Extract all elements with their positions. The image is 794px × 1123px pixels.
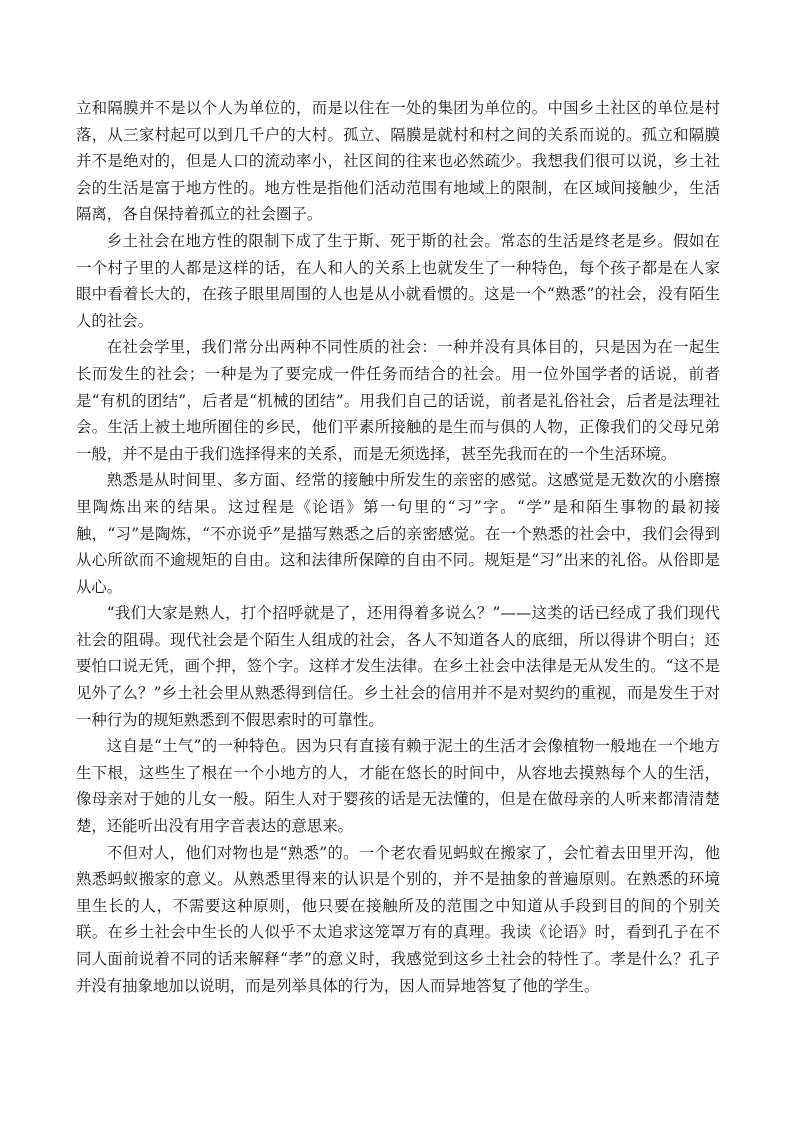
paragraph-1: 立和隔膜并不是以个人为单位的，而是以住在一处的集团为单位的。中国乡土社区的单位是村落，从三家村起可以到几千户的大村。孤立、隔膜是就村和村之间的关系而说的。孤立和隔膜并不是绝对的，但是人口的流动率小，社区间的往来也必然疏少。我想我们很可以说，乡土社会的生活是富于地方性的。地方性是指他们活动范围有地域上的限制，在区域间接触少，生活隔离，各自保持着孤立的社会圈子。 — [76, 99, 720, 224]
paragraph-5: “我们大家是熟人，打个招呼就是了，还用得着多说么？”——这类的话已经成了我们现代社会的阻碍。现代社会是个陌生人组成的社会，各人不知道各人的底细，所以得讲个明白；还要怕口说无凭，画个押，签个字。这样才发生法律。在乡土社会中法律是无从发生的。“这不是见外了么？”乡土社会里从熟悉得到信任。乡土社会的信用并不是对契约的重视，而是发生于对一种行为的规矩熟悉到不假思索时的可靠性。 — [76, 604, 720, 729]
paragraph-4: 熟悉是从时间里、多方面、经常的接触中所发生的亲密的感觉。这感觉是无数次的小磨擦里陶炼出来的结果。这过程是《论语》第一句里的“习”字。“学”是和陌生事物的最初接触，“习”是陶炼，“不亦说乎”是描写熟悉之后的亲密感觉。在一个熟悉的社会中，我们会得到从心所欲而不逾规矩的自由。这和法律所保障的自由不同。规矩是“习”出来的礼俗。从俗即是从心。 — [76, 471, 720, 596]
paragraph-7: 不但对人，他们对物也是“熟悉”的。一个老农看见蚂蚁在搬家了，会忙着去田里开沟，他熟悉蚂蚁搬家的意义。从熟悉里得来的认识是个别的，并不是抽象的普遍原则。在熟悉的环境里生长的人，不需要这种原则，他只要在接触所及的范围之中知道从手段到目的间的个别关联。在乡土社会中生长的人似乎不太追求这笼罩万有的真理。我读《论语》时，看到孔子在不同人面前说着不同的话来解释“孝”的意义时，我感觉到这乡土社会的特性了。孝是什么？孔子并没有抽象地加以说明，而是列举具体的行为，因人而异地答复了他的学生。 — [76, 843, 720, 995]
paragraph-6: 这自是“土气”的一种特色。因为只有直接有赖于泥土的生活才会像植物一般地在一个地方生下根，这些生了根在一个小地方的人，才能在悠长的时间中，从容地去摸熟每个人的生活，像母亲对于她的儿女一般。陌生人对于婴孩的话是无法懂的，但是在做母亲的人听来都清清楚楚，还能听出没有用字音表达的意思来。 — [76, 737, 720, 836]
paragraph-3: 在社会学里，我们常分出两种不同性质的社会：一种并没有具体目的，只是因为在一起生长而发生的社会；一种是为了要完成一件任务而结合的社会。用一位外国学者的话说，前者是“有机的团结”，后者是“机械的团结”。用我们自己的话说，前者是礼俗社会，后者是法理社会。生活上被土地所囿住的乡民，他们平素所接触的是生而与俱的人物，正像我们的父母兄弟一般，并不是由于我们选择得来的关系，而是无须选择，甚至先我而在的一个生活环境。 — [76, 338, 720, 463]
body-text — [76, 95, 720, 999]
paragraph-2: 乡土社会在地方性的限制下成了生于斯、死于斯的社会。常态的生活是终老是乡。假如在一个村子里的人都是这样的话，在人和人的关系上也就发生了一种特色，每个孩子都是在人家眼中看着长大的，在孩子眼里周围的人也是从小就看惯的。这是一个“熟悉”的社会，没有陌生人的社会。 — [76, 231, 720, 330]
